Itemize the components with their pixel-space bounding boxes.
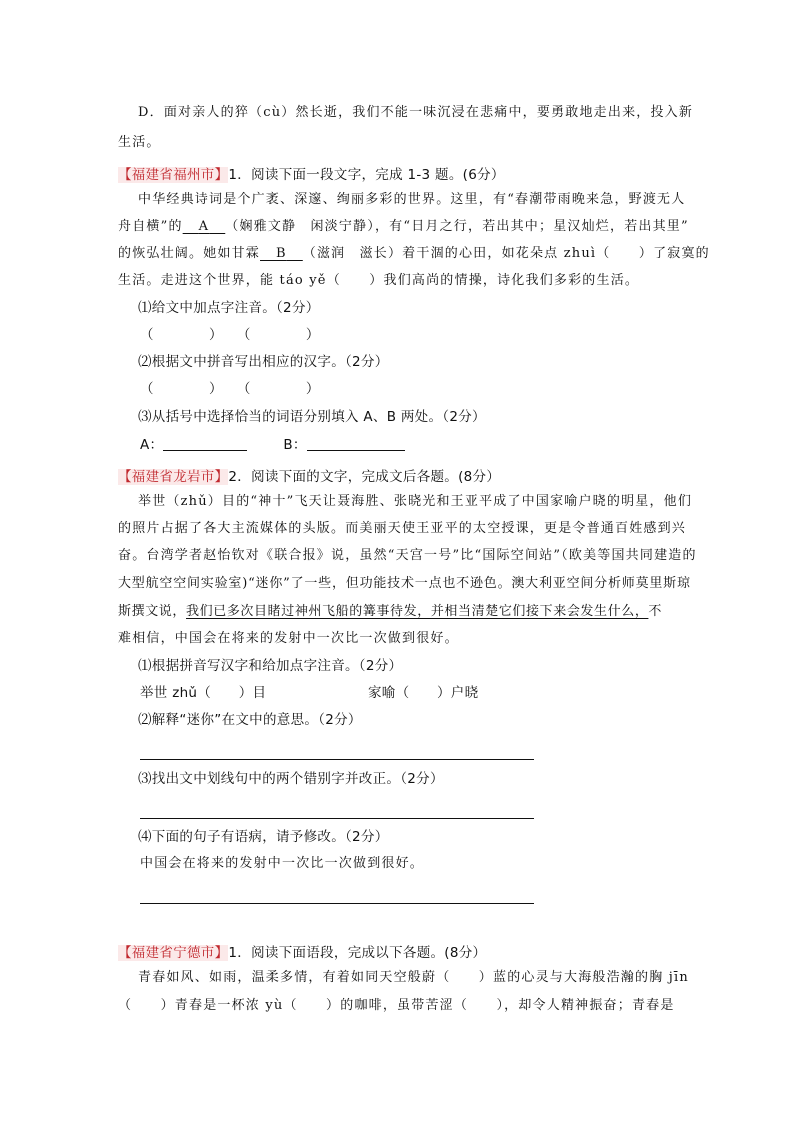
q-fuzhou-title: 1．阅读下面一段文字，完成 1-3 题。(6分） <box>228 167 505 183</box>
q-ningde-p1: 青春如风、如雨，温柔多情，有着如同天空般蔚（ ）蓝的心灵与大海般浩瀚的胸 jīn <box>138 970 689 985</box>
q-longyan-sub3: ⑶找出文中划线句中的两个错别字并改正。（2分） <box>138 771 444 787</box>
q-longyan-title: 2．阅读下面的文字，完成文后各题。(8分） <box>228 469 501 485</box>
q-fuzhou-p3: 的恢弘壮阔。她如甘霖 B （滋润 滋长）着干涸的心田，如花朵点 zhuì（ ）了寂寞的 <box>118 246 710 261</box>
q-ningde-p2: （ ）青春是一杯浓 yù（ ）的咖啡，虽带苦涩（ ），却令人精神振奋；青春是 <box>118 998 675 1013</box>
answer-a-blank[interactable] <box>163 436 247 451</box>
q-fuzhou-p1: 中华经典诗词是个广袤、深邃、绚丽多彩的世界。这里，有“春潮带雨晚来急，野渡无人 <box>138 192 686 207</box>
q-longyan-sub2: ⑵解释“迷你”在文中的意思。（2分） <box>138 712 362 728</box>
answer-line-4[interactable] <box>140 903 534 904</box>
q-longyan-sub4: ⑷下面的句子有语病，请予修改。（2分） <box>138 829 389 845</box>
q-fuzhou-sub1: ⑴给文中加点字注音。（2分） <box>138 300 320 316</box>
q-fuzhou-sub3: ⑶从括号中选择恰当的词语分别填入 A、B 两处。（2分） <box>138 409 486 425</box>
region-tag-ningde: 【福建省宁德市】 <box>118 945 229 961</box>
q-longyan-p5: 斯撰文说，我们已多次目睹过神州飞船的篝事待发，并相当清楚它们接下来会发生什么，不 <box>118 604 663 619</box>
q-longyan-p4: 大型航空空间实验室)“迷你”了一些，但功能技术一点也不逊色。澳大利亚空间分析师莫里斯琼 <box>118 576 691 591</box>
answer-line-3[interactable] <box>140 818 534 819</box>
q-fuzhou-sub1-answer[interactable]: （ ） （ ） <box>140 327 320 343</box>
q-fuzhou-answer-row <box>140 436 405 454</box>
region-tag-longyan: 【福建省龙岩市】 <box>118 469 229 485</box>
q-fuzhou-sub2: ⑵根据文中拼音写出相应的汉字。（2分） <box>138 354 389 370</box>
q-longyan-p6: 难相信，中国会在将来的发射中一次比一次做到很好。 <box>118 631 459 646</box>
q-longyan-p3: 奋。台湾学者赵怡钦对《联合报》说，虽然“天宫一号”比“国际空间站”（欧美等国共同建造的 <box>118 548 697 563</box>
q-longyan-p2: 的照片占据了各大主流媒体的头版。而美丽天使王亚平的太空授课，更是令普通百姓感到兴 <box>118 521 687 536</box>
q-fuzhou-p2: 舟自横”的 A （娴雅文静 闲淡宁静），有“日月之行，若出其中；星汉灿烂，若出其里” <box>118 219 689 234</box>
answer-b-blank[interactable] <box>307 436 405 451</box>
answer-line-2[interactable] <box>140 759 534 760</box>
q-longyan-header <box>118 468 500 486</box>
q-longyan-sub4-sentence: 中国会在将来的发射中一次比一次做到很好。 <box>140 856 425 871</box>
item-d-line2: 生活。 <box>118 135 161 150</box>
label-b: B： <box>283 437 307 453</box>
q-fuzhou-p4: 生活。走进这个世界，能 táo yě（ ）我们高尚的情操，诗化我们多彩的生活。 <box>118 273 640 288</box>
blank-b: B <box>276 246 287 261</box>
item-d-line1: D．面对亲人的猝（cù）然长逝，我们不能一味沉浸在悲痛中，要勇敢地走出来，投入新 <box>138 105 694 120</box>
q-longyan-sub1: ⑴根据拼音写汉字和给加点字注音。（2分） <box>138 658 403 674</box>
q-longyan-sub1-a[interactable]: 举世 zhǔ（ ）目 <box>140 685 267 701</box>
q-longyan-sub1-b[interactable]: 家喻（ ）户晓 <box>368 685 479 701</box>
q-ningde-header <box>118 944 486 962</box>
q-ningde-title: 1．阅读下面语段，完成以下各题。(8分） <box>228 945 487 961</box>
blank-a: A <box>198 219 210 234</box>
q-fuzhou-header <box>118 166 505 184</box>
underlined-sentence: 我们已多次目睹过神州飞船的篝事待发，并相当清楚它们接下来会发生什么， <box>186 604 649 619</box>
q-longyan-p1: 举世（zhǔ）目的“神十”飞天让聂海胜、张晓光和王亚平成了中国家喻户晓的明星，他们 <box>138 494 693 509</box>
label-a: A： <box>140 437 164 453</box>
q-fuzhou-sub2-answer[interactable]: （ ） （ ） <box>140 381 320 397</box>
region-tag-fuzhou: 【福建省福州市】 <box>118 167 229 183</box>
